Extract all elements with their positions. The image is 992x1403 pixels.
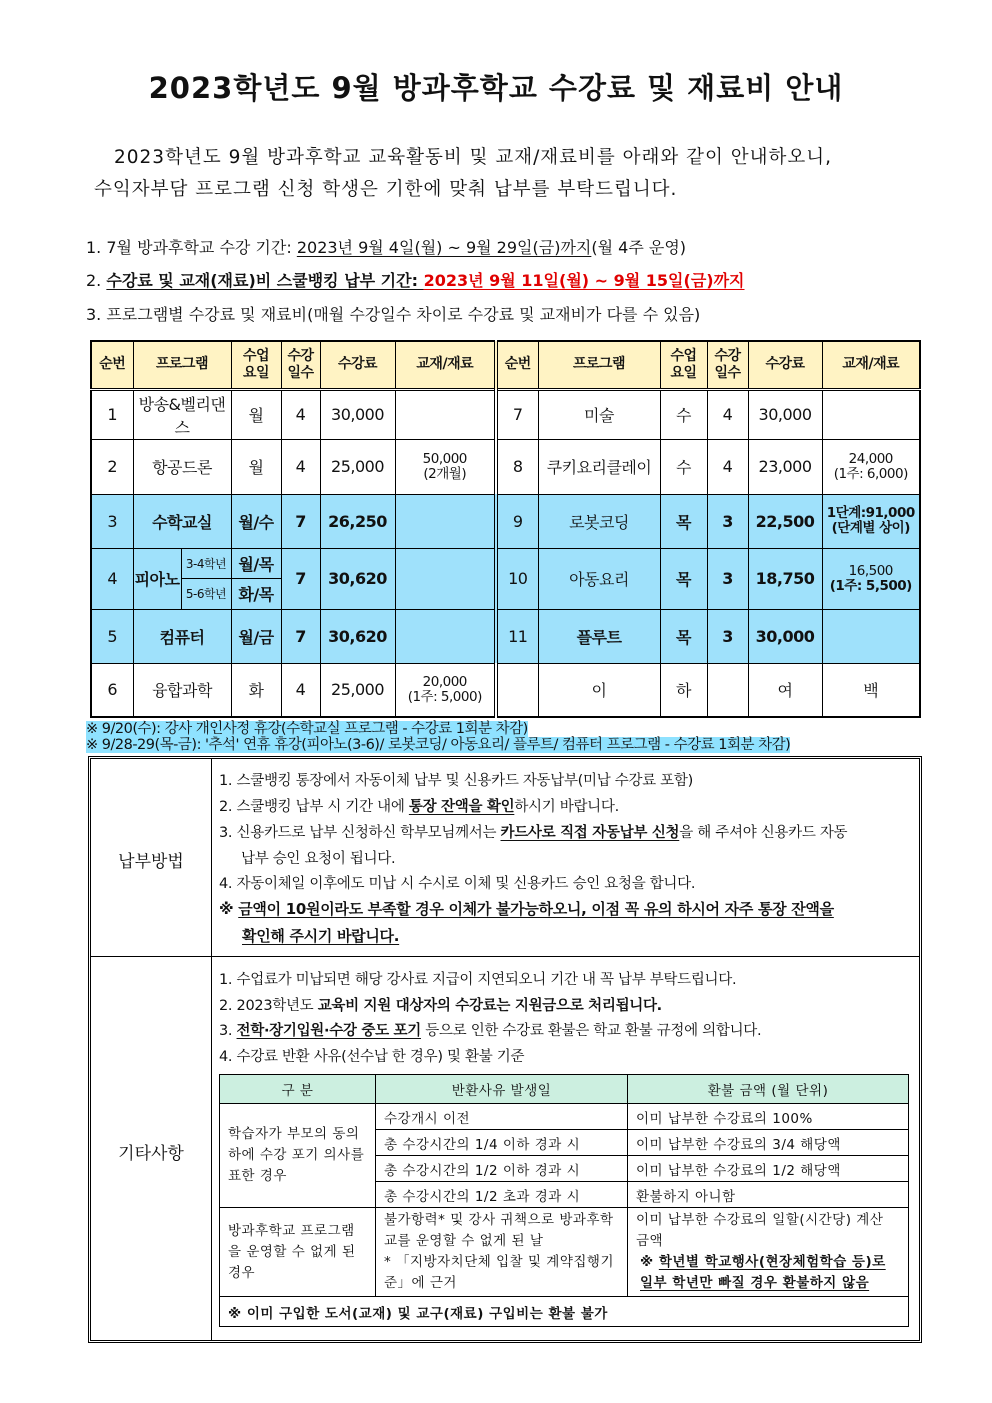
etc-line-2 xyxy=(219,994,662,1015)
cell-material xyxy=(822,609,920,663)
cell-count: 7 xyxy=(281,609,320,663)
cell-day: 목 xyxy=(660,609,707,663)
reason-note: * 「지방자치단체 입찰 및 계약집행기준」에 근거 xyxy=(384,1254,614,1291)
cell-category: 방과후학교 프로그램을 운영할 수 없게 된 경우 xyxy=(220,1208,376,1297)
cell-material xyxy=(395,389,496,439)
text-emphasis: 전학·장기입원·수강 중도 포기 xyxy=(236,1023,421,1039)
cell-program: 컴퓨터 xyxy=(133,609,231,663)
note-2: ※ 9/28-29(목-금): '추석' 연휴 휴강(피아노(3-6)/ 로봇코딩/ 아동요리/ 플루트/ 컴퓨터 프로그램 - 수강료 1회분 차감) xyxy=(86,737,791,753)
text: 등으로 인한 수강료 환불은 학교 환불 규정에 의합니다. xyxy=(420,1023,762,1039)
cell-day: 화/목 xyxy=(231,578,281,609)
header-fee: 수강료 xyxy=(748,341,822,389)
material-note: (1주: 5,500) xyxy=(829,577,912,594)
header-program: 프로그램 xyxy=(538,341,660,389)
cell-amount: 환불하지 아니함 xyxy=(628,1182,909,1208)
item-1 xyxy=(86,235,686,258)
cell-no: 1 xyxy=(91,389,133,439)
cell-count: 4 xyxy=(281,663,320,717)
material-amount: 50,000 xyxy=(422,450,467,467)
cell-program: 수학교실 xyxy=(133,494,231,548)
cell-fee: 25,000 xyxy=(320,663,395,717)
page-title: 2023학년도 9월 방과후학교 수강료 및 재료비 안내 xyxy=(148,71,844,105)
cell-program: 로봇코딩 xyxy=(538,494,660,548)
cell-count: 4 xyxy=(707,389,748,439)
cell-reason: 총 수강시간의 1/4 이하 경과 시 xyxy=(376,1130,628,1156)
refund-table xyxy=(219,1074,909,1327)
cell-no: 9 xyxy=(496,494,538,548)
payment-warning xyxy=(219,898,834,919)
etc-line-3 xyxy=(219,1019,761,1040)
item-1-suffix: (월 4주 운영) xyxy=(591,238,687,257)
header-amount: 환불 금액 (월 단위) xyxy=(628,1075,909,1104)
cell-no: 8 xyxy=(496,439,538,494)
header-reason: 반환사유 발생일 xyxy=(376,1075,628,1104)
cell-no xyxy=(496,663,538,717)
cell-count: 4 xyxy=(281,389,320,439)
table-row xyxy=(91,609,920,663)
cell-material xyxy=(395,663,496,717)
cell-program: 쿠키요리클레이 xyxy=(538,439,660,494)
cell-grade: 3-4학년 xyxy=(181,548,231,578)
text: 2. 2023학년도 xyxy=(219,998,318,1014)
table-row xyxy=(220,1104,909,1130)
header-day: 수업 요일 xyxy=(660,341,707,389)
cell-program: 피아노 xyxy=(133,548,181,609)
table-row xyxy=(91,389,920,439)
cell-fee: 25,000 xyxy=(320,439,395,494)
cell-program: 방송&벨리댄스 xyxy=(133,389,231,439)
text-emphasis: 카드사로 직접 자동납부 신청 xyxy=(500,825,680,841)
material-amount: 16,500 xyxy=(848,562,893,579)
payment-line-2 xyxy=(219,795,619,816)
table-row xyxy=(91,548,920,578)
payment-warning-2 xyxy=(242,925,399,946)
cell-day: 하 xyxy=(660,663,707,717)
header-count: 수강 일수 xyxy=(281,341,320,389)
cell-category: 학습자가 부모의 동의하에 수강 포기 의사를 표한 경우 xyxy=(220,1104,376,1208)
cell-material xyxy=(395,494,496,548)
cell-no: 5 xyxy=(91,609,133,663)
text: 3. 신용카드로 납부 신청하신 학부모님께서는 xyxy=(219,825,501,841)
cell-material xyxy=(822,389,920,439)
info-box xyxy=(88,756,922,1343)
text: 을 해 주셔야 신용카드 자동 xyxy=(679,825,848,841)
header-no: 순번 xyxy=(496,341,538,389)
cell-no: 11 xyxy=(496,609,538,663)
table-row xyxy=(220,1208,909,1297)
material-amount: 1단계:91,000 xyxy=(826,505,915,521)
intro-line-2: 수익자부담 프로그램 신청 학생은 기한에 맞춰 납부를 부탁드립니다. xyxy=(94,179,678,200)
text-emphasis: 확인해 주시기 바랍니다. xyxy=(242,927,400,945)
material-note: (2개월) xyxy=(423,465,467,482)
header-program: 프로그램 xyxy=(133,341,231,389)
cell-no: 6 xyxy=(91,663,133,717)
text-emphasis: 금액이 10원이라도 부족할 경우 이체가 불가능하오니, 이점 꼭 유의 하시어 자주 통장 잔액을 xyxy=(238,900,834,918)
amount-note: 학년별 학교행사(현장체험학습 등)로 일부 학년만 빠질 경우 환불하지 않음 xyxy=(640,1254,886,1291)
cell-program: 미술 xyxy=(538,389,660,439)
cell-count: 3 xyxy=(707,548,748,609)
cell-amount: 이미 납부한 수강료의 1/2 해당액 xyxy=(628,1156,909,1182)
text-emphasis: 통장 잔액을 확인 xyxy=(408,799,515,815)
cell-program: 항공드론 xyxy=(133,439,231,494)
payment-line-3b: 납부 승인 요청이 됩니다. xyxy=(241,851,396,867)
amount-text: 이미 납부한 수강료의 일할(시간당) 계산 금액 xyxy=(636,1212,884,1249)
cell-fee: 30,620 xyxy=(320,548,395,609)
item-2-num: 2. xyxy=(86,271,107,290)
cell-day: 월 xyxy=(231,439,281,494)
cell-day: 월 xyxy=(231,389,281,439)
cell-amount: 이미 납부한 수강료의 3/4 해당액 xyxy=(628,1130,909,1156)
cell-program: 플루트 xyxy=(538,609,660,663)
cell-material xyxy=(822,548,920,609)
etc-line-4: 4. 수강료 반환 사유(선수납 한 경우) 및 환불 기준 xyxy=(219,1049,525,1065)
cell-count: 3 xyxy=(707,494,748,548)
cell-day: 월/금 xyxy=(231,609,281,663)
payment-line-1: 1. 스쿨뱅킹 통장에서 자동이체 납부 및 신용카드 자동납부(미납 수강료 포함) xyxy=(219,773,693,789)
intro-line-1: 2023학년도 9월 방과후학교 교육활동비 및 교재/재료비를 아래와 같이 안내하오니, xyxy=(114,147,833,168)
header-day: 수업 요일 xyxy=(231,341,281,389)
cell-fee: 30,620 xyxy=(320,609,395,663)
cell-fee: 18,750 xyxy=(748,548,822,609)
header-fee: 수강료 xyxy=(320,341,395,389)
cell-count: 7 xyxy=(281,494,320,548)
refund-footer: ※ 이미 구입한 도서(교재) 및 교구(재료) 구입비는 환불 불가 xyxy=(220,1297,909,1327)
cell-no: 4 xyxy=(91,548,133,609)
cell-fee: 30,000 xyxy=(320,389,395,439)
cell-reason: 수강개시 이전 xyxy=(376,1104,628,1130)
cell-fee: 23,000 xyxy=(748,439,822,494)
header-material: 교재/재료 xyxy=(395,341,496,389)
cell-day: 수 xyxy=(660,439,707,494)
cell-material xyxy=(395,439,496,494)
cell-count: 4 xyxy=(281,439,320,494)
cell-program: 융합과학 xyxy=(133,663,231,717)
cell-day: 월/목 xyxy=(231,548,281,578)
text: 2. 스쿨뱅킹 납부 시 기간 내에 xyxy=(219,799,409,815)
header-count: 수강 일수 xyxy=(707,341,748,389)
cell-fee: 여 xyxy=(748,663,822,717)
note-1: ※ 9/20(수): 강사 개인사정 휴강(수학교실 프로그램 - 수강료 1회분 차감) xyxy=(86,721,528,737)
cell-material xyxy=(822,439,920,494)
cell-day: 목 xyxy=(660,548,707,609)
header-row xyxy=(91,341,920,389)
payment-line-3 xyxy=(219,821,847,842)
cell-program: 아동요리 xyxy=(538,548,660,609)
cell-reason xyxy=(376,1208,628,1297)
header-material: 교재/재료 xyxy=(822,341,920,389)
table-row xyxy=(91,663,920,717)
cell-count: 7 xyxy=(281,548,320,609)
header-no: 순번 xyxy=(91,341,133,389)
item-1-prefix: 1. 7월 방과후학교 수강 기간: xyxy=(86,238,297,257)
note-mark: ※ xyxy=(219,900,234,918)
cell-reason: 총 수강시간의 1/2 이하 경과 시 xyxy=(376,1156,628,1182)
cell-fee: 26,250 xyxy=(320,494,395,548)
cell-material xyxy=(395,548,496,609)
note-mark: ※ xyxy=(640,1254,654,1270)
cell-fee: 30,000 xyxy=(748,609,822,663)
item-2 xyxy=(86,268,745,291)
cell-grade: 5-6학년 xyxy=(181,578,231,609)
cell-count: 3 xyxy=(707,609,748,663)
payment-line-4: 4. 자동이체일 이후에도 미납 시 수시로 이체 및 신용카드 승인 요청을 합니다. xyxy=(219,876,696,892)
item-2-period: 2023년 9월 11일(월) ~ 9월 15일(금)까지 xyxy=(423,271,745,290)
text: 하시기 바랍니다. xyxy=(514,799,619,815)
text: 3. xyxy=(219,1023,237,1039)
cell-reason: 총 수강시간의 1/2 초과 경과 시 xyxy=(376,1182,628,1208)
cell-material: 백 xyxy=(822,663,920,717)
cell-day: 화 xyxy=(231,663,281,717)
material-note: (단계별 상이) xyxy=(831,520,910,536)
cell-no: 3 xyxy=(91,494,133,548)
cell-material xyxy=(822,494,920,548)
cell-fee: 30,000 xyxy=(748,389,822,439)
cell-day: 월/수 xyxy=(231,494,281,548)
item-3: 3. 프로그램별 수강료 및 재료비(매월 수강일수 차이로 수강료 및 교재비가 다를 수 있음) xyxy=(86,305,701,324)
cell-count: 4 xyxy=(707,439,748,494)
cell-count xyxy=(707,663,748,717)
reason-text: 불가항력* 및 강사 귀책으로 방과후학교를 운영할 수 없게 된 날 xyxy=(384,1212,614,1249)
cell-material xyxy=(395,609,496,663)
cell-no: 10 xyxy=(496,548,538,609)
cell-no: 2 xyxy=(91,439,133,494)
table-row xyxy=(91,494,920,548)
etc-label: 기타사항 xyxy=(118,1144,184,1164)
cell-amount xyxy=(628,1208,909,1297)
item-1-period: 2023년 9월 4일(월) ~ 9월 29일(금)까지 xyxy=(296,238,592,257)
header-category: 구 분 xyxy=(220,1075,376,1104)
cell-fee: 22,500 xyxy=(748,494,822,548)
material-note: (1주: 5,000) xyxy=(407,688,482,705)
cell-day: 목 xyxy=(660,494,707,548)
material-amount: 24,000 xyxy=(848,450,893,467)
material-amount: 20,000 xyxy=(422,673,467,690)
cell-amount: 이미 납부한 수강료의 100% xyxy=(628,1104,909,1130)
material-note: (1주: 6,000) xyxy=(833,465,908,482)
etc-line-1: 1. 수업료가 미납되면 해당 강사료 지급이 지연되오니 기간 내 꼭 납부 부탁드립니다. xyxy=(219,972,737,988)
table-row xyxy=(91,439,920,494)
table-row xyxy=(220,1297,909,1327)
payment-label: 납부방법 xyxy=(118,852,184,872)
cell-program: 이 xyxy=(538,663,660,717)
fee-table xyxy=(90,340,921,718)
cell-no: 7 xyxy=(496,389,538,439)
item-2-label: 수강료 및 교재(재료)비 스쿨뱅킹 납부 기간: xyxy=(106,271,424,290)
header-row xyxy=(220,1075,909,1104)
cell-day: 수 xyxy=(660,389,707,439)
text-emphasis: 교육비 지원 대상자의 수강료는 지원금으로 처리됩니다. xyxy=(317,998,662,1014)
